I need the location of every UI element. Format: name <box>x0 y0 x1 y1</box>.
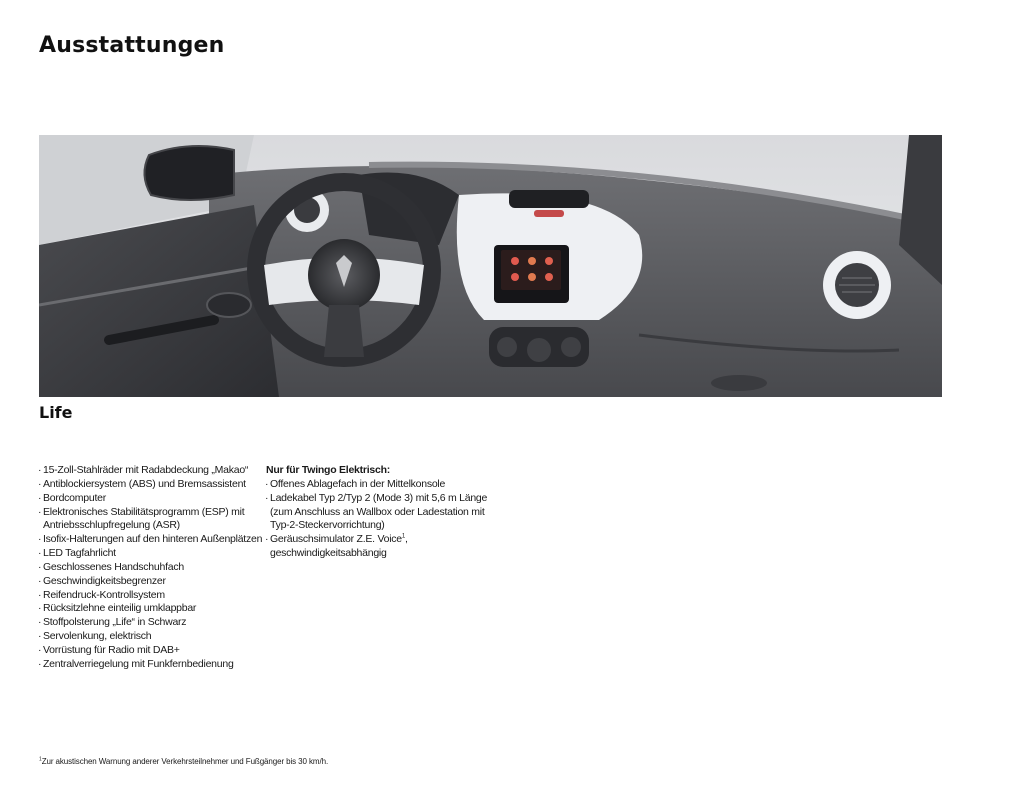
trim-title: Life <box>39 403 73 422</box>
list-item: · Offenes Ablagefach in der Mittelkonsole <box>266 478 496 492</box>
list-item: · Bordcomputer <box>39 492 264 506</box>
list-item: · Vorrüstung für Radio mit DAB+ <box>39 644 264 658</box>
list-item: · Ladekabel Typ 2/Typ 2 (Mode 3) mit 5,6 m Länge (zum Anschluss an Wallbox oder Ladestation mit Typ-2-Steckervorrichtung) <box>266 492 496 534</box>
list-item: · Stoffpolsterung „Life“ in Schwarz <box>39 616 264 630</box>
hero-image <box>39 135 942 397</box>
electric-section-heading: Nur für Twingo Elektrisch: <box>266 464 390 476</box>
list-item: · 15-Zoll-Stahlräder mit Radabdeckung „Makao“ <box>39 464 264 478</box>
equipment-list-standard <box>39 464 264 672</box>
page-title: Ausstattungen <box>39 33 225 58</box>
list-item: · Reifendruck-Kontrollsystem <box>39 589 264 603</box>
footnote-text: Zur akustischen Warnung anderer Verkehrsteilnehmer und Fußgänger bis 30 km/h. <box>41 757 329 766</box>
list-item: · Geschlossenes Handschuhfach <box>39 561 264 575</box>
voice-label: Geräuschsimulator Z.E. Voice <box>270 533 402 546</box>
list-item: · Antiblockiersystem (ABS) und Bremsassistent <box>39 478 264 492</box>
equipment-list-electric <box>266 464 496 561</box>
voice-rest: , geschwindigkeitsabhängig <box>270 533 408 560</box>
list-item: · Zentralverriegelung mit Funkfernbedienung <box>39 658 264 672</box>
list-item: · LED Tagfahrlicht <box>39 547 264 561</box>
footnote-marker: 1 <box>401 533 405 540</box>
footnote <box>39 757 328 766</box>
list-item: · Geschwindigkeitsbegrenzer <box>39 575 264 589</box>
list-item-voice <box>266 533 496 561</box>
list-item: · Isofix-Halterungen auf den hinteren Außenplätzen <box>39 533 264 547</box>
list-item: · Elektronisches Stabilitätsprogramm (ESP) mit Antriebsschlupfregelung (ASR) <box>39 506 264 534</box>
list-item: · Servolenkung, elektrisch <box>39 630 264 644</box>
list-item: · Rücksitzlehne einteilig umklappbar <box>39 602 264 616</box>
footnote-number: 1 <box>39 756 42 763</box>
